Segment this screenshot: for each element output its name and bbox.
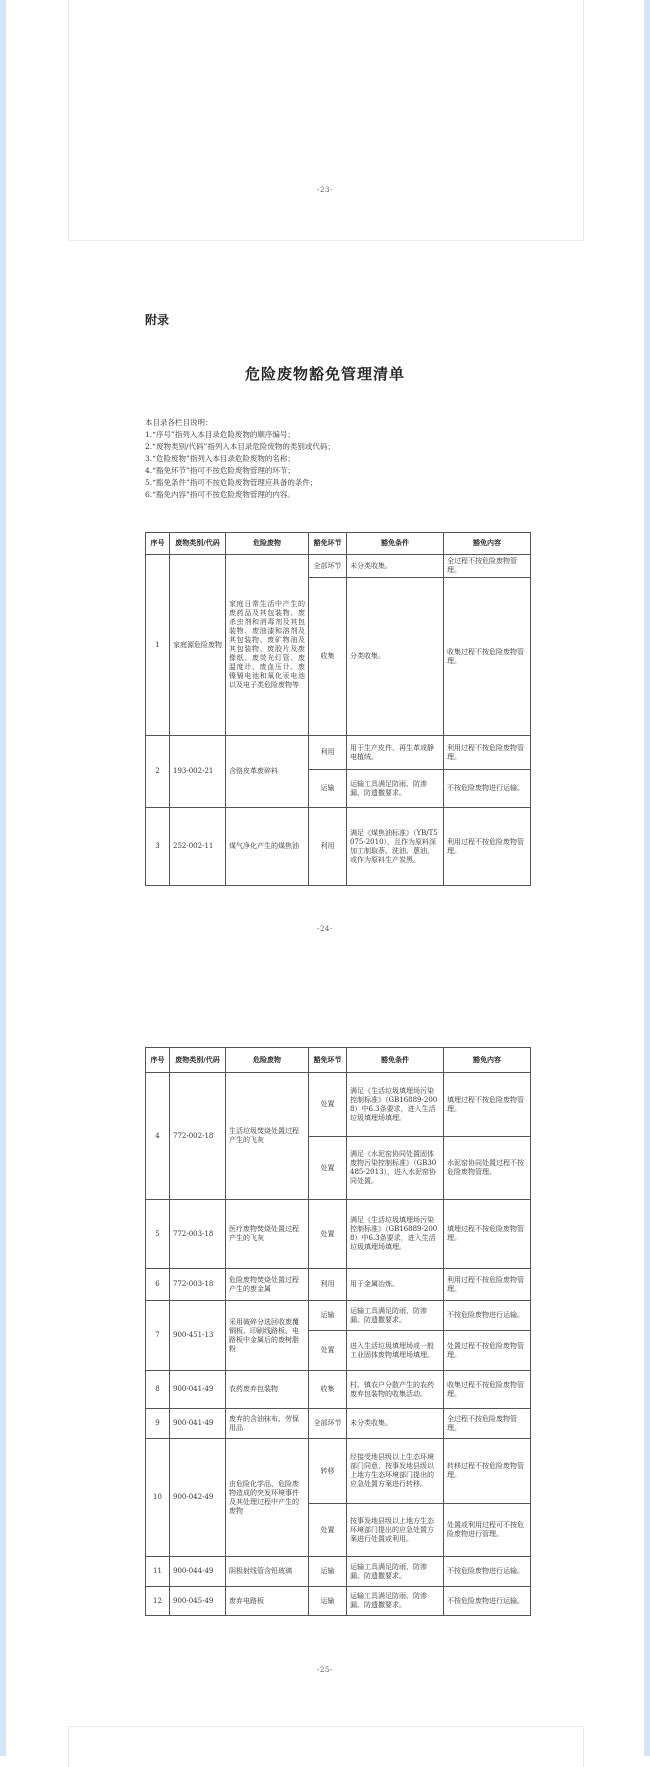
note-line: 6.“豁免内容”指可不按危险废物管理的内容。 [145, 490, 295, 499]
header-waste: 危险废物 [226, 1048, 309, 1073]
row-segment: 处置 [309, 1073, 347, 1137]
row-condition: 经接受地县级以上生态环境部门同意，按事发地县级以上地方生态环境部门提出的应急处置方案进行转移。 [347, 1439, 444, 1504]
note-line: 4.“豁免环节”指可不按危险废物管理的环节； [145, 466, 295, 475]
table-row [146, 1439, 531, 1504]
exemption-table-part1 [145, 532, 531, 886]
row-no: 1 [146, 555, 170, 736]
row-content: 不按危险废物进行运输。 [444, 1301, 531, 1331]
column-notes [145, 417, 505, 501]
row-condition: 满足《生活垃圾填埋场污染控制标准》（GB16889-2008）中6.3条要求，进入生活垃圾填埋场填埋。 [347, 1073, 444, 1137]
appendix-label: 附录 [145, 313, 170, 327]
header-content: 豁免内容 [444, 1048, 531, 1073]
row-segment: 利用 [309, 1269, 347, 1301]
next-page [68, 1726, 584, 1767]
row-code: 900-041-49 [170, 1409, 226, 1439]
header-condition: 豁免条件 [347, 1048, 444, 1073]
table-row [146, 1371, 531, 1409]
header-segment: 豁免环节 [309, 1048, 347, 1073]
row-waste: 含铬皮革废碎料 [226, 736, 309, 808]
row-content: 转移过程不按危险废物管理。 [444, 1439, 531, 1504]
row-content: 不按危险废物进行运输。 [444, 1557, 531, 1587]
row-condition: 进入生活垃圾填埋场或一般工业固体废物填埋场填埋。 [347, 1331, 444, 1371]
note-line: 5.“豁免条件”指可不按危险废物管理应具备的条件； [145, 478, 318, 487]
row-segment: 利用 [309, 736, 347, 770]
row-condition: 运输工具满足防雨、防渗漏、防遗撒要求。 [347, 1301, 444, 1331]
row-waste: 家庭日常生活中产生的废药品及其包装物、废杀虫剂和消毒剂及其包装物、废油漆和溶剂及其包装物、废矿物油及其包装物、废胶片及废像纸、废荧光灯管、废温度计、废血压计、废镍镉电池和氧化汞电池以及电子类危险废物等 [226, 555, 309, 736]
viewer-border-right [644, 0, 650, 1756]
row-code: 772-003-18 [170, 1269, 226, 1301]
row-segment: 收集 [309, 1371, 347, 1409]
row-content: 填埋过程不按危险废物管理。 [444, 1200, 531, 1269]
header-content: 豁免内容 [444, 533, 531, 555]
table-header-row [146, 1048, 531, 1073]
header-no: 序号 [146, 533, 170, 555]
row-content: 水泥窑协同处置过程不按危险废物管理。 [444, 1137, 531, 1200]
row-code: 900-042-49 [170, 1439, 226, 1557]
header-condition: 豁免条件 [347, 533, 444, 555]
row-code: 900-045-49 [170, 1587, 226, 1616]
viewer-border-left [0, 0, 6, 1756]
row-waste: 医疗废物焚烧处置过程产生的飞灰 [226, 1200, 309, 1269]
row-content: 处置或利用过程可不按危险废物进行管理。 [444, 1504, 531, 1557]
row-code: 家庭源危险废物 [170, 555, 226, 736]
header-segment: 豁免环节 [309, 533, 347, 555]
table-row [146, 1409, 531, 1439]
row-segment: 运输 [309, 1301, 347, 1331]
row-condition: 满足《水泥窑协同处置固体废物污染控制标准》（GB30485-2013），进入水泥窑协同处置。 [347, 1137, 444, 1200]
table-header-row [146, 533, 531, 555]
row-no: 9 [146, 1409, 170, 1439]
row-content: 利用过程不按危险废物管理。 [444, 736, 531, 770]
row-no: 11 [146, 1557, 170, 1587]
row-content: 全过程不按危险废物管理。 [444, 1409, 531, 1439]
row-waste: 农药废弃包装物 [226, 1371, 309, 1409]
row-content: 不按危险废物进行运输。 [444, 770, 531, 808]
table-row [146, 736, 531, 770]
row-condition: 按事发地县级以上地方生态环境部门提出的应急处置方案进行处置或利用。 [347, 1504, 444, 1557]
row-condition: 用于生产皮件、再生革或静电植绒。 [347, 736, 444, 770]
row-condition: 运输工具满足防雨、防渗漏、防遗撒要求。 [347, 1587, 444, 1616]
exemption-table-part2 [145, 1047, 531, 1616]
row-no: 7 [146, 1301, 170, 1371]
row-content: 利用过程不按危险废物管理。 [444, 808, 531, 886]
row-content: 处置过程不按危险废物管理。 [444, 1331, 531, 1371]
row-segment: 运输 [309, 1587, 347, 1616]
row-waste: 废弃电路板 [226, 1587, 309, 1616]
header-no: 序号 [146, 1048, 170, 1073]
row-no: 12 [146, 1587, 170, 1616]
row-code: 772-003-18 [170, 1200, 226, 1269]
row-code: 193-002-21 [170, 736, 226, 808]
row-segment: 运输 [309, 770, 347, 808]
row-content: 全过程不按危险废物管理。 [444, 555, 531, 578]
row-condition: 未分类收集。 [347, 1409, 444, 1439]
row-condition: 运输工具满足防雨、防渗漏、防遗撒要求。 [347, 1557, 444, 1587]
row-condition: 未分类收集。 [347, 555, 444, 578]
row-content: 收集过程不按危险废物管理。 [444, 578, 531, 736]
row-content: 利用过程不按危险废物管理。 [444, 1269, 531, 1301]
table-row [146, 555, 531, 578]
note-line: 2.“废物类别/代码”指列入本目录危险废物的类别或代码； [145, 442, 335, 451]
row-waste: 废弃的含油抹布、劳保用品 [226, 1409, 309, 1439]
row-condition: 分类收集。 [347, 578, 444, 736]
row-code: 252-002-11 [170, 808, 226, 886]
note-line: 本目录各栏目说明： [145, 418, 213, 427]
table-row [146, 1587, 531, 1616]
page-number-25: -25- [317, 1666, 333, 1674]
row-segment: 收集 [309, 578, 347, 736]
row-segment: 利用 [309, 808, 347, 886]
row-segment: 转移 [309, 1439, 347, 1504]
row-no: 6 [146, 1269, 170, 1301]
row-condition: 用于金属冶炼。 [347, 1269, 444, 1301]
row-code: 900-451-13 [170, 1301, 226, 1371]
page-number-24: -24- [317, 925, 333, 933]
row-waste: 生活垃圾焚烧处置过程产生的飞灰 [226, 1073, 309, 1200]
document-title: 危险废物豁免管理清单 [244, 365, 405, 383]
row-waste: 阴极射线管含铅玻璃 [226, 1557, 309, 1587]
row-segment: 处置 [309, 1504, 347, 1557]
row-content: 收集过程不按危险废物管理。 [444, 1371, 531, 1409]
row-code: 900-041-49 [170, 1371, 226, 1409]
table-row [146, 1269, 531, 1301]
row-segment: 全部环节 [309, 1409, 347, 1439]
row-segment: 处置 [309, 1200, 347, 1269]
row-segment: 处置 [309, 1331, 347, 1371]
row-waste: 由危险化学品、危险废物造成的突发环境事件及其处理过程中产生的废物 [226, 1439, 309, 1557]
row-no: 2 [146, 736, 170, 808]
row-condition: 运输工具满足防雨、防渗漏、防遗撒要求。 [347, 770, 444, 808]
header-code: 废物类别/代码 [170, 533, 226, 555]
table-row [146, 1557, 531, 1587]
row-no: 5 [146, 1200, 170, 1269]
row-segment: 全部环节 [309, 555, 347, 578]
note-line: 1.“序号”指列入本目录危险废物的顺序编号； [145, 430, 295, 439]
table-row [146, 808, 531, 886]
row-waste: 煤气净化产生的煤焦油 [226, 808, 309, 886]
row-waste: 危险废物焚烧处置过程产生的废金属 [226, 1269, 309, 1301]
row-content: 填埋过程不按危险废物管理。 [444, 1073, 531, 1137]
row-content: 不按危险废物进行运输。 [444, 1587, 531, 1616]
row-no: 8 [146, 1371, 170, 1409]
table-row [146, 1301, 531, 1331]
table-row [146, 1200, 531, 1269]
row-no: 4 [146, 1073, 170, 1200]
row-no: 10 [146, 1439, 170, 1557]
table-row [146, 1073, 531, 1137]
row-segment: 运输 [309, 1557, 347, 1587]
header-waste: 危险废物 [226, 533, 309, 555]
header-code: 废物类别/代码 [170, 1048, 226, 1073]
row-code: 900-044-49 [170, 1557, 226, 1587]
row-condition: 满足《生活垃圾填埋场污染控制标准》（GB16889-2008）中6.3条要求，进入生活垃圾填埋场填埋。 [347, 1200, 444, 1269]
row-condition: 村、镇农户分散产生的农药废弃包装物的收集活动。 [347, 1371, 444, 1409]
row-segment: 处置 [309, 1137, 347, 1200]
page-number-23: -23- [317, 186, 333, 194]
row-condition: 满足《煤焦油标准》（YB/T5075-2010），且作为原料深加工制取萘、洗油、蒽油，或作为原料生产炭黑。 [347, 808, 444, 886]
row-no: 3 [146, 808, 170, 886]
previous-page [68, 0, 584, 241]
row-waste: 采用破碎分选回收废覆铜板、印刷线路板、电路板中金属后的废树脂粉 [226, 1301, 309, 1371]
row-code: 772-002-18 [170, 1073, 226, 1200]
note-line: 3.“危险废物”指列入本目录危险废物的名称； [145, 454, 295, 463]
